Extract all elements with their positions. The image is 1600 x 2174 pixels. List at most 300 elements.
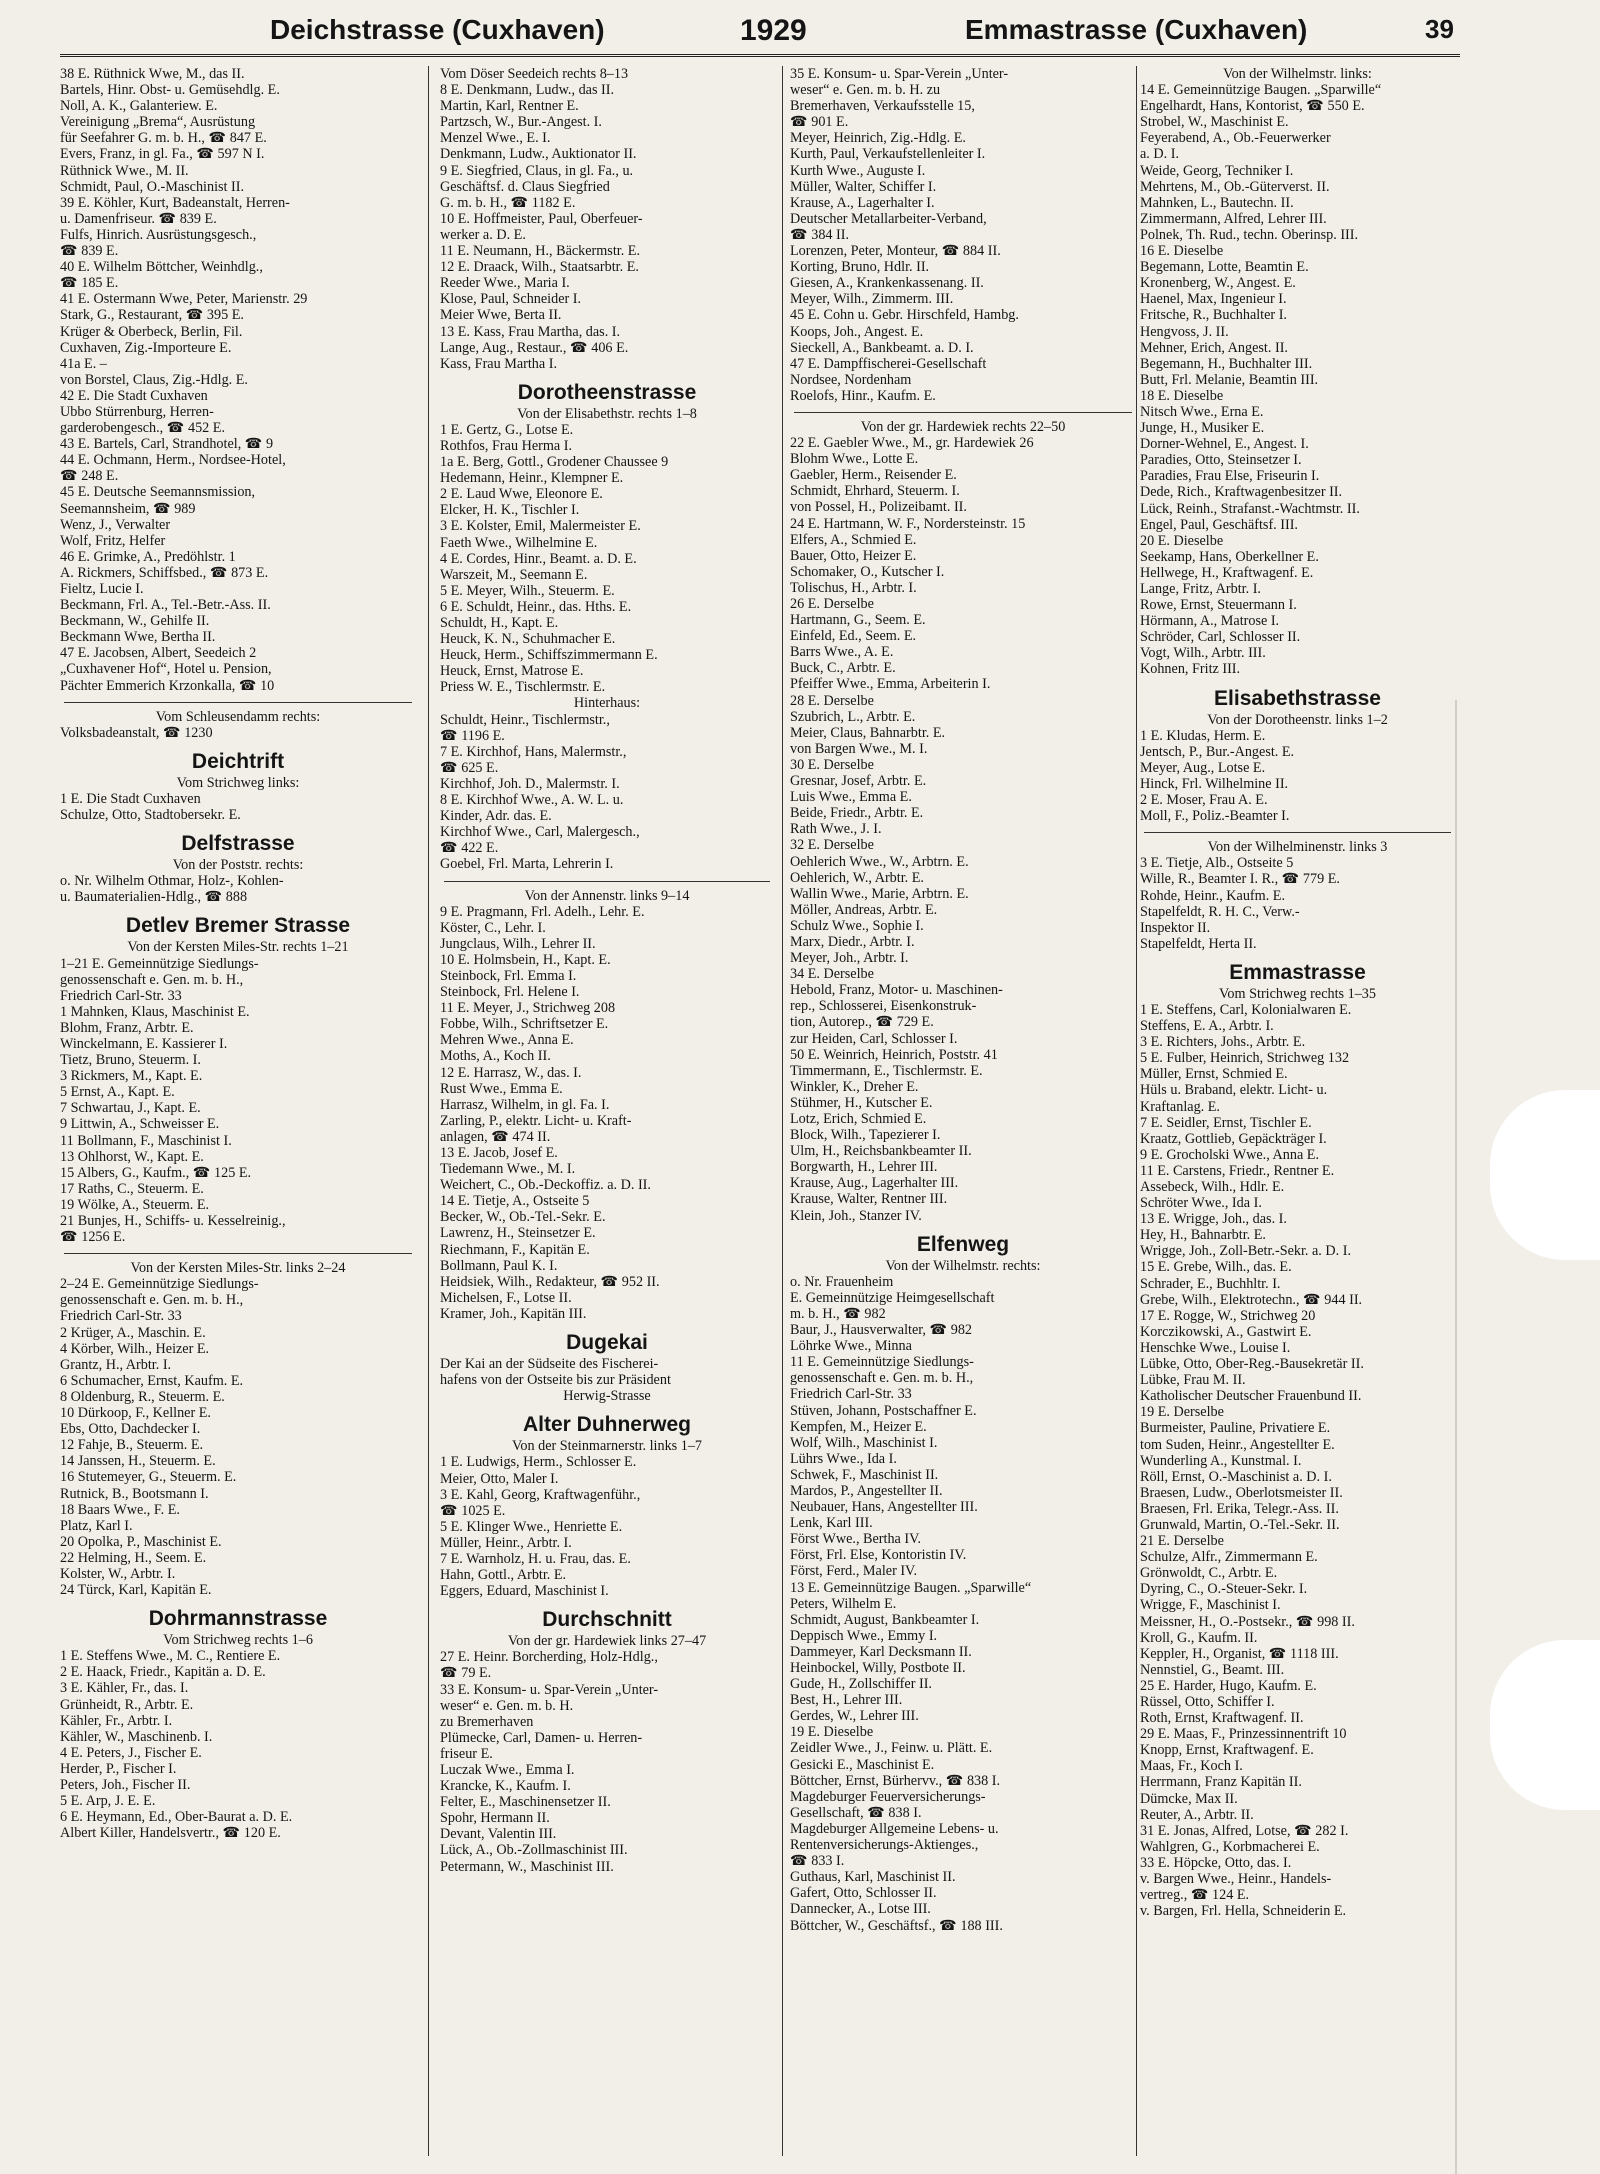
directory-entry: u. Baumaterialien-Hdlg., ☎ 888 bbox=[60, 889, 248, 906]
directory-entry: Maas, Fr., Koch I. bbox=[1140, 1758, 1243, 1775]
directory-entry: Cuxhaven, Zig.-Importeure E. bbox=[60, 339, 232, 356]
directory-entry: Lück, A., Ob.-Zollmaschinist III. bbox=[440, 1842, 628, 1859]
directory-entry: 17 E. Rogge, W., Strichweg 20 bbox=[1140, 1307, 1316, 1324]
directory-entry: Paradies, Frau Else, Friseurin I. bbox=[1140, 468, 1320, 485]
directory-entry: Klein, Joh., Stanzer IV. bbox=[790, 1207, 922, 1224]
directory-entry: 50 E. Weinrich, Heinrich, Poststr. 41 bbox=[790, 1046, 998, 1063]
directory-entry: Braesen, Ludw., Oberlotsmeister II. bbox=[1140, 1484, 1343, 1501]
directory-entry: Winkler, K., Dreher E. bbox=[790, 1078, 919, 1095]
directory-entry: 13 E. Jacob, Josef E. bbox=[440, 1145, 558, 1161]
directory-entry: 4 E. Cordes, Hinr., Beamt. a. D. E. bbox=[440, 550, 637, 567]
directory-entry: Nennstiel, G., Beamt. III. bbox=[1140, 1661, 1285, 1678]
directory-entry: Först, Frl. Else, Kontoristin IV. bbox=[790, 1547, 967, 1564]
directory-entry: Martin, Karl, Rentner E. bbox=[440, 98, 579, 115]
directory-entry: 20 Opolka, P., Maschinist E. bbox=[60, 1533, 222, 1550]
directory-entry: Reeder Wwe., Maria I. bbox=[440, 275, 570, 292]
section-note: Von der Poststr. rechts: bbox=[172, 857, 304, 874]
directory-entry: 3 E. Kahl, Georg, Kraftwagenführ., bbox=[440, 1486, 641, 1503]
section-note: Von der gr. Hardewiek rechts 22–50 bbox=[860, 418, 1066, 435]
directory-entry: Lange, Fritz, Arbtr. I. bbox=[1140, 581, 1261, 597]
directory-entry: Meyer, Heinrich, Zig.-Hdlg. E. bbox=[790, 130, 966, 147]
street-heading: Elfenweg bbox=[916, 1232, 1010, 1256]
directory-entry: Der Kai an der Südseite des Fischerei- bbox=[440, 1356, 659, 1373]
directory-entry: Müller, Ernst, Schmied E. bbox=[1140, 1066, 1288, 1083]
directory-entry: Zeidler Wwe., J., Feinw. u. Plätt. E. bbox=[790, 1740, 993, 1757]
directory-entry: Peters, Joh., Fischer II. bbox=[60, 1777, 191, 1793]
directory-entry: 3 E. Tietje, Alb., Ostseite 5 bbox=[1140, 855, 1294, 872]
directory-entry: Heinbockel, Willy, Postbote II. bbox=[790, 1660, 966, 1676]
street-heading: Dorotheenstrasse bbox=[517, 380, 697, 404]
directory-entry: 1 E. Ludwigs, Herm., Schlosser E. bbox=[440, 1454, 637, 1471]
directory-entry: Grönwoldt, C., Arbtr. E. bbox=[1140, 1565, 1278, 1582]
directory-entry: Lawrenz, H., Steinsetzer E. bbox=[440, 1225, 596, 1242]
directory-entry: 13 E. Kass, Frau Martha, das. I. bbox=[440, 323, 621, 340]
directory-entry: Lorenzen, Peter, Monteur, ☎ 884 II. bbox=[790, 243, 1001, 260]
directory-entry: rep., Schlosserei, Eisenkonstruk- bbox=[790, 998, 977, 1015]
directory-entry: Tiedemann Wwe., M. I. bbox=[440, 1161, 576, 1178]
directory-entry: Kass, Frau Martha I. bbox=[440, 355, 558, 372]
directory-entry: Wunderling A., Kunstmal. I. bbox=[1140, 1452, 1302, 1469]
directory-entry: Kirchhof, Joh. D., Malermstr. I. bbox=[440, 775, 620, 792]
page-number: 39 bbox=[1425, 14, 1454, 44]
directory-entry: Steinbock, Frl. Helene I. bbox=[440, 984, 580, 1001]
directory-entry: Moths, A., Koch II. bbox=[440, 1048, 551, 1065]
directory-entry: Rust Wwe., Emma E. bbox=[440, 1080, 563, 1097]
directory-entry: Vogt, Wilh., Arbtr. III. bbox=[1140, 645, 1266, 662]
directory-entry: ☎ 625 E. bbox=[440, 759, 499, 776]
directory-entry: 34 E. Derselbe bbox=[790, 966, 874, 983]
directory-entry: Kähler, W., Maschinenb. I. bbox=[60, 1728, 213, 1745]
column-3 bbox=[790, 66, 1136, 2166]
directory-entry: 22 Helming, H., Seem. E. bbox=[60, 1549, 207, 1566]
directory-entry: Bollmann, Paul K. I. bbox=[440, 1257, 558, 1274]
directory-entry: Fritsche, R., Buchhalter I. bbox=[1140, 307, 1287, 324]
directory-entry: 13 Ohlhorst, W., Kapt. E. bbox=[60, 1148, 204, 1165]
directory-entry: Tolischus, H., Arbtr. I. bbox=[790, 579, 917, 596]
directory-entry: 31 E. Jonas, Alfred, Lotse, ☎ 282 I. bbox=[1140, 1822, 1349, 1839]
directory-entry: Mehner, Erich, Angest. II. bbox=[1140, 339, 1288, 356]
directory-entry: Rowe, Ernst, Steuermann I. bbox=[1140, 597, 1297, 614]
directory-entry: Winckelmann, E. Kassierer I. bbox=[60, 1035, 228, 1052]
directory-entry: 9 E. Siegfried, Claus, in gl. Fa., u. bbox=[440, 162, 634, 179]
directory-entry: zu Bremerhaven bbox=[440, 1713, 534, 1730]
directory-entry: Timmermann, E., Tischlermstr. E. bbox=[790, 1062, 983, 1079]
directory-entry: 29 E. Maas, F., Prinzessinnentrift 10 bbox=[1140, 1726, 1347, 1743]
directory-entry: Vom Döser Seedeich rechts 8–13 bbox=[440, 66, 629, 82]
directory-entry: Weichert, C., Ob.-Deckoffiz. a. D. II. bbox=[440, 1177, 651, 1194]
directory-entry: 18 Baars Wwe., F. E. bbox=[60, 1501, 180, 1518]
directory-entry: Hebold, Franz, Motor- u. Maschinen- bbox=[790, 982, 1003, 999]
street-heading: Elisabethstrasse bbox=[1214, 686, 1381, 710]
directory-entry: Butt, Frl. Melanie, Beamtin III. bbox=[1140, 371, 1319, 388]
directory-entry: Vereinigung „Brema“, Ausrüstung bbox=[60, 114, 256, 131]
directory-entry: Fieltz, Lucie I. bbox=[60, 581, 144, 597]
directory-entry: 28 E. Derselbe bbox=[790, 692, 874, 709]
directory-entry: Hüls u. Braband, elektr. Licht- u. bbox=[1140, 1082, 1328, 1099]
directory-entry: Kolster, W., Arbtr. I. bbox=[60, 1565, 176, 1582]
directory-entry: Klose, Paul, Schneider I. bbox=[440, 291, 582, 308]
directory-entry: 14 Janssen, H., Steuerm. E. bbox=[60, 1453, 216, 1470]
directory-entry: ☎ 1196 E. bbox=[440, 727, 505, 744]
directory-entry: Blohm Wwe., Lotte E. bbox=[790, 451, 919, 468]
column-divider bbox=[428, 66, 429, 2156]
directory-entry: 3 E. Kähler, Fr., das. I. bbox=[60, 1680, 189, 1697]
section-note: Vom Schleusendamm rechts: bbox=[155, 708, 321, 725]
directory-entry: Rath Wwe., J. I. bbox=[790, 821, 882, 838]
directory-entry: 14 E. Gemeinnützige Baugen. „Sparwille“ bbox=[1140, 82, 1382, 99]
column-2 bbox=[440, 66, 774, 2166]
directory-entry: werker a. D. E. bbox=[440, 226, 526, 243]
directory-entry: Steinbock, Frl. Emma I. bbox=[440, 967, 577, 984]
directory-entry: 1 E. Gertz, G., Lotse E. bbox=[440, 421, 574, 438]
directory-entry: Friedrich Carl-Str. 33 bbox=[60, 1308, 182, 1325]
directory-entry: genossenschaft e. Gen. m. b. H., bbox=[60, 971, 244, 988]
directory-entry: Heuck, K. N., Schuhmacher E. bbox=[440, 631, 616, 648]
directory-entry: Wolf, Wilh., Maschinist I. bbox=[790, 1434, 938, 1451]
directory-entry: Gude, H., Zollschiffer II. bbox=[790, 1676, 932, 1693]
directory-entry: Luis Wwe., Emma E. bbox=[790, 789, 912, 806]
directory-entry: genossenschaft e. Gen. m. b. H., bbox=[790, 1370, 974, 1387]
directory-entry: 33 E. Konsum- u. Spar-Verein „Unter- bbox=[440, 1681, 659, 1698]
directory-entry: Meier, Claus, Bahnarbtr. E. bbox=[790, 724, 946, 741]
directory-entry: 7 Schwartau, J., Kapt. E. bbox=[60, 1100, 201, 1117]
directory-entry: 17 Raths, C., Steuerm. E. bbox=[60, 1180, 204, 1197]
directory-entry: Hörmann, A., Matrose I. bbox=[1140, 613, 1280, 630]
directory-entry: ☎ 422 E. bbox=[440, 840, 499, 857]
directory-entry: Böttcher, Ernst, Bürhervv., ☎ 838 I. bbox=[790, 1772, 1001, 1789]
directory-entry: Partzsch, W., Bur.-Angest. I. bbox=[440, 114, 602, 131]
directory-entry: Rohde, Heinr., Kaufm. E. bbox=[1140, 887, 1285, 904]
directory-entry: 19 E. Derselbe bbox=[1140, 1404, 1224, 1421]
directory-entry: v. Bargen, Frl. Hella, Schneiderin E. bbox=[1140, 1903, 1347, 1920]
section-note: Von der Wilhelmstr. rechts: bbox=[885, 1257, 1041, 1274]
directory-entry: Bauer, Otto, Heizer E. bbox=[790, 547, 917, 564]
directory-entry: Hinck, Frl. Wilhelmine II. bbox=[1140, 775, 1289, 792]
directory-entry: ☎ 839 E. bbox=[60, 243, 119, 260]
section-divider bbox=[794, 412, 1132, 413]
directory-entry: 45 E. Cohn u. Gebr. Hirschfeld, Hambg. bbox=[790, 307, 1019, 324]
directory-entry: Kraftanlag. E. bbox=[1140, 1098, 1220, 1115]
directory-entry: Seekamp, Hans, Oberkellner E. bbox=[1140, 548, 1319, 565]
directory-entry: Henschke Wwe., Louise I. bbox=[1140, 1339, 1291, 1356]
directory-entry: vertreg., ☎ 124 E. bbox=[1140, 1887, 1250, 1904]
column-divider bbox=[782, 66, 783, 2156]
directory-entry: Mehren Wwe., Anna E. bbox=[440, 1032, 574, 1049]
directory-entry: Katholischer Deutscher Frauenbund II. bbox=[1140, 1388, 1362, 1405]
directory-entry: von Bargen Wwe., M. I. bbox=[790, 740, 928, 757]
directory-entry: Wahlgren, G., Korbmacherei E. bbox=[1140, 1838, 1320, 1855]
directory-entry: 3 Rickmers, M., Kapt. E. bbox=[60, 1068, 203, 1085]
directory-entry: garderobengesch., ☎ 452 E. bbox=[60, 420, 226, 437]
directory-entry: Blohm, Franz, Arbtr. E. bbox=[60, 1019, 194, 1036]
directory-entry: Rüssel, Otto, Schiffer I. bbox=[1140, 1694, 1275, 1710]
column-1 bbox=[60, 66, 416, 2166]
directory-entry: Priess W. E., Tischlermstr. E. bbox=[440, 679, 606, 696]
directory-entry: Deutscher Metallarbeiter-Verband, bbox=[790, 210, 987, 227]
directory-entry: Nordsee, Nordenham bbox=[790, 371, 912, 388]
directory-entry: 7 E. Seidler, Ernst, Tischler E. bbox=[1140, 1114, 1312, 1131]
directory-entry: ☎ 1025 E. bbox=[440, 1502, 506, 1519]
section-note: Vom Strichweg rechts 1–35 bbox=[1219, 985, 1376, 1002]
directory-entry: ☎ 248 E. bbox=[60, 468, 119, 485]
directory-entry: Lotz, Erich, Schmied E. bbox=[790, 1111, 927, 1127]
directory-entry: Pächter Emmerich Krzonkalla, ☎ 10 bbox=[60, 677, 275, 694]
directory-entry: Grünheidt, R., Arbtr. E. bbox=[60, 1696, 194, 1713]
directory-entry: 12 E. Draack, Wilh., Staatsarbtr. E. bbox=[440, 259, 639, 276]
directory-entry: 2 Krüger, A., Maschin. E. bbox=[60, 1324, 206, 1341]
directory-entry: „Cuxhavener Hof“, Hotel u. Pension, bbox=[60, 661, 272, 678]
directory-entry: Bremerhaven, Verkaufsstelle 15, bbox=[790, 98, 975, 115]
section-note: Von der gr. Hardewiek links 27–47 bbox=[507, 1633, 707, 1650]
directory-entry: 6 Schumacher, Ernst, Kaufm. E. bbox=[60, 1372, 244, 1389]
directory-entry: 16 E. Dieselbe bbox=[1140, 243, 1224, 260]
directory-entry: Krancke, K., Kaufm. I. bbox=[440, 1778, 571, 1795]
directory-entry: Moll, F., Poliz.-Beamter I. bbox=[1140, 808, 1290, 825]
directory-entry: Krause, Walter, Rentner III. bbox=[790, 1191, 948, 1208]
directory-entry: 47 E. Jacobsen, Albert, Seedeich 2 bbox=[60, 645, 257, 662]
directory-entry: Böttcher, W., Geschäftsf., ☎ 188 III. bbox=[790, 1917, 1003, 1934]
street-heading: Detlev Bremer Strasse bbox=[125, 914, 351, 938]
directory-entry: Begemann, Lotte, Beamtin E. bbox=[1140, 259, 1309, 276]
directory-entry: ☎ 384 II. bbox=[790, 226, 850, 243]
directory-entry: Bartels, Hinr. Obst- u. Gemüsehdlg. E. bbox=[60, 82, 280, 99]
directory-entry: Felter, E., Maschinensetzer II. bbox=[440, 1794, 611, 1811]
directory-entry: Peters, Wilhelm E. bbox=[790, 1595, 897, 1612]
directory-entry: Guthaus, Karl, Maschinist II. bbox=[790, 1869, 956, 1886]
directory-entry: Assebeck, Wilh., Hdlr. E. bbox=[1140, 1179, 1285, 1195]
directory-entry: Schmidt, Paul, O.-Maschinist II. bbox=[60, 178, 245, 195]
directory-entry: Goebel, Frl. Marta, Lehrerin I. bbox=[440, 856, 614, 873]
directory-entry: 8 Oldenburg, R., Steuerm. E. bbox=[60, 1388, 225, 1405]
directory-entry: 42 E. Die Stadt Cuxhaven bbox=[60, 387, 208, 404]
thumb-index-tab bbox=[1490, 1090, 1600, 1260]
directory-entry: 2 E. Moser, Frau A. E. bbox=[1140, 792, 1268, 809]
directory-entry: 2–24 E. Gemeinnützige Siedlungs- bbox=[60, 1276, 259, 1293]
directory-entry: von Possel, H., Polizeibamt. II. bbox=[790, 499, 967, 516]
directory-entry: Heidsiek, Wilh., Redakteur, ☎ 952 II. bbox=[440, 1273, 660, 1290]
section-note: Vom Strichweg links: bbox=[176, 774, 300, 791]
directory-entry: Rothfos, Frau Herma I. bbox=[440, 437, 572, 454]
directory-entry: Wrigge, F., Maschinist I. bbox=[1140, 1597, 1281, 1614]
directory-entry: 18 E. Dieselbe bbox=[1140, 387, 1224, 404]
directory-entry: Grunwald, Martin, O.-Tel.-Sekr. II. bbox=[1140, 1516, 1340, 1533]
directory-entry: ☎ 79 E. bbox=[440, 1665, 492, 1682]
directory-entry: Weide, Georg, Techniker I. bbox=[1140, 162, 1294, 179]
directory-entry: 1 E. Kludas, Herm. E. bbox=[1140, 727, 1266, 744]
directory-entry: Gafert, Otto, Schlosser II. bbox=[790, 1885, 937, 1902]
directory-entry: Meyer, Aug., Lotse E. bbox=[1140, 759, 1266, 776]
directory-entry: Becker, W., Ob.-Tel.-Sekr. E. bbox=[440, 1209, 606, 1226]
directory-entry: Polnek, Th. Rud., techn. Oberinsp. III. bbox=[1140, 226, 1359, 243]
directory-entry: Baur, J., Hausverwalter, ☎ 982 bbox=[790, 1322, 973, 1339]
directory-entry: Tietz, Bruno, Steuerm. I. bbox=[60, 1052, 201, 1069]
directory-entry: 24 E. Hartmann, W. F., Nordersteinstr. 15 bbox=[790, 515, 1026, 532]
directory-entry: Michelsen, F., Lotse II. bbox=[440, 1289, 572, 1306]
directory-entry: Gresnar, Josef, Arbtr. E. bbox=[790, 773, 927, 790]
street-heading: Durchschnitt bbox=[542, 1608, 672, 1632]
directory-entry: Dammeyer, Karl Decksmann II. bbox=[790, 1643, 972, 1660]
directory-entry: Nitsch Wwe., Erna E. bbox=[1140, 403, 1264, 420]
column-divider bbox=[1136, 66, 1137, 2156]
directory-entry: Stapelfeldt, Herta II. bbox=[1140, 935, 1257, 952]
street-heading: Alter Duhnerweg bbox=[522, 1413, 692, 1437]
directory-entry: Meier, Otto, Maler I. bbox=[440, 1470, 559, 1487]
directory-entry: 5 E. Klinger Wwe., Henriette E. bbox=[440, 1518, 623, 1535]
directory-entry: Denkmann, Ludw., Auktionator II. bbox=[440, 146, 637, 163]
directory-entry: Lübke, Otto, Ober-Reg.-Bausekretär II. bbox=[1140, 1356, 1364, 1373]
section-divider bbox=[64, 1253, 412, 1254]
directory-entry: Kähler, Fr., Arbtr. I. bbox=[60, 1712, 173, 1729]
directory-entry: Wallin Wwe., Marie, Arbtrn. E. bbox=[790, 885, 969, 902]
directory-entry: Schulze, Alfr., Zimmermann E. bbox=[1140, 1549, 1318, 1566]
directory-entry: Kohnen, Fritz III. bbox=[1140, 661, 1241, 678]
directory-entry: 13 E. Gemeinnützige Baugen. „Sparwille“ bbox=[790, 1579, 1032, 1596]
directory-entry: 4 Körber, Wilh., Heizer E. bbox=[60, 1340, 210, 1357]
directory-entry: Schuldt, Heinr., Tischlermstr., bbox=[440, 711, 610, 728]
directory-entry: Ebs, Otto, Dachdecker I. bbox=[60, 1421, 201, 1438]
directory-entry: Korczikowski, A., Gastwirt E. bbox=[1140, 1323, 1312, 1340]
directory-entry: 11 E. Neumann, H., Bäckermstr. E. bbox=[440, 243, 641, 260]
directory-entry: Elcker, H. K., Tischler I. bbox=[440, 502, 580, 519]
directory-entry: 10 E. Hoffmeister, Paul, Oberfeuer- bbox=[440, 210, 643, 227]
directory-entry: 9 E. Pragmann, Frl. Adelh., Lehr. E. bbox=[440, 903, 645, 920]
directory-entry: Ulm, H., Reichsbankbeamter II. bbox=[790, 1143, 972, 1160]
directory-entry: Sieckell, A., Bankbeamt. a. D. I. bbox=[790, 339, 974, 356]
directory-entry: Marx, Diedr., Arbtr. I. bbox=[790, 933, 915, 950]
directory-entry: Grantz, H., Arbtr. I. bbox=[60, 1356, 172, 1373]
directory-entry: Först Wwe., Bertha IV. bbox=[790, 1531, 922, 1548]
directory-entry: Heuck, Ernst, Matrose E. bbox=[440, 663, 584, 680]
directory-entry: 20 E. Dieselbe bbox=[1140, 532, 1224, 549]
section-note: Vom Strichweg rechts 1–6 bbox=[163, 1632, 313, 1649]
directory-entry: Fulfs, Hinrich. Ausrüstungsgesch., bbox=[60, 226, 257, 243]
directory-entry: 40 E. Wilhelm Böttcher, Weinhdlg., bbox=[60, 259, 263, 276]
directory-entry: Geschäftsf. d. Claus Siegfried bbox=[440, 178, 610, 195]
directory-entry: 14 E. Tietje, A., Ostseite 5 bbox=[440, 1193, 590, 1210]
directory-entry: Giesen, A., Krankenkassenang. II. bbox=[790, 275, 984, 292]
directory-entry: Grebe, Wilh., Elektrotechn., ☎ 944 II. bbox=[1140, 1291, 1363, 1308]
directory-entry: Rüthnick Wwe., M. II. bbox=[60, 162, 189, 179]
header-left-street: Deichstrasse (Cuxhaven) bbox=[270, 14, 605, 45]
directory-entry: Dümcke, Max II. bbox=[1140, 1790, 1238, 1807]
column-4 bbox=[1140, 66, 1455, 2166]
directory-entry: Magdeburger Allgemeine Lebens- u. bbox=[790, 1820, 999, 1837]
directory-entry: Kurth, Paul, Verkaufstellenleiter I. bbox=[790, 146, 986, 163]
directory-entry: Stühmer, H., Kutscher E. bbox=[790, 1094, 933, 1111]
directory-entry: ☎ 901 E. bbox=[790, 114, 849, 131]
directory-entry: Junge, H., Musiker E. bbox=[1140, 420, 1265, 437]
directory-entry: Strobel, W., Maschinist E. bbox=[1140, 114, 1289, 131]
directory-entry: Krause, Aug., Lagerhalter III. bbox=[790, 1175, 959, 1192]
page-header bbox=[60, 8, 1460, 57]
directory-entry: Ubbo Stürrenburg, Herren- bbox=[60, 403, 214, 420]
directory-entry: 39 E. Köhler, Kurt, Badeanstalt, Herren- bbox=[60, 194, 290, 211]
directory-entry: Dannecker, A., Lotse III. bbox=[790, 1901, 931, 1918]
directory-entry: Kronenberg, W., Angest. E. bbox=[1140, 275, 1296, 292]
directory-entry: 8 E. Denkmann, Ludw., das II. bbox=[440, 82, 615, 99]
directory-entry: Beckmann, Frl. A., Tel.-Betr.-Ass. II. bbox=[60, 597, 271, 614]
directory-entry: Kinder, Adr. das. E. bbox=[440, 808, 552, 825]
directory-entry: m. b. H., ☎ 982 bbox=[790, 1305, 886, 1322]
directory-entry: Petermann, W., Maschinist III. bbox=[440, 1858, 614, 1875]
directory-entry: 19 Wölke, A., Steuerm. E. bbox=[60, 1196, 210, 1213]
directory-entry: Kirchhof Wwe., Carl, Malergesch., bbox=[440, 824, 640, 841]
directory-entry: 5 E. Meyer, Wilh., Steuerm. E. bbox=[440, 582, 615, 599]
directory-entry: ☎ 833 I. bbox=[790, 1853, 845, 1870]
directory-entry: Stüven, Johann, Postschaffner E. bbox=[790, 1402, 977, 1419]
directory-entry: zur Heiden, Carl, Schlosser I. bbox=[790, 1030, 958, 1047]
directory-entry: Först, Ferd., Maler IV. bbox=[790, 1563, 918, 1580]
directory-entry: Burmeister, Pauline, Privatiere E. bbox=[1140, 1420, 1331, 1437]
directory-entry: 3 E. Kolster, Emil, Malermeister E. bbox=[440, 518, 641, 535]
directory-entry: Seemannsheim, ☎ 989 bbox=[60, 500, 196, 517]
section-note: Hinterhaus: bbox=[573, 695, 641, 712]
directory-entry: 44 E. Ochmann, Herm., Nordsee-Hotel, bbox=[60, 452, 286, 469]
directory-entry: Herrmann, Franz Kapitän II. bbox=[1140, 1774, 1302, 1791]
directory-entry: Harrasz, Wilhelm, in gl. Fa. I. bbox=[440, 1096, 610, 1113]
directory-entry: Rutnick, B., Bootsmann I. bbox=[60, 1485, 209, 1502]
directory-entry: 5 E. Arp, J. E. E. bbox=[60, 1793, 156, 1810]
directory-entry: 33 E. Höpcke, Otto, das. I. bbox=[1140, 1854, 1292, 1871]
directory-entry: Begemann, H., Buchhalter III. bbox=[1140, 355, 1313, 372]
section-note: Herwig-Strasse bbox=[563, 1388, 651, 1405]
directory-entry: Best, H., Lehrer III. bbox=[790, 1692, 903, 1709]
directory-entry: 26 E. Derselbe bbox=[790, 596, 874, 612]
directory-entry: hafens von der Ostseite bis zur Präsident bbox=[440, 1372, 671, 1389]
directory-entry: Mahnken, L., Bautechn. II. bbox=[1140, 194, 1294, 211]
directory-entry: 22 E. Gaebler Wwe., M., gr. Hardewiek 26 bbox=[790, 435, 1034, 452]
street-heading: Dugekai bbox=[566, 1331, 648, 1355]
directory-entry: Meier Wwe, Berta II. bbox=[440, 307, 562, 324]
directory-entry: Löhrke Wwe., Minna bbox=[790, 1338, 912, 1355]
directory-entry: Oehlerich, W., Arbtr. E. bbox=[790, 869, 924, 886]
directory-entry: 13 E. Wrigge, Joh., das. I. bbox=[1140, 1211, 1287, 1228]
directory-entry: Buck, C., Arbtr. E. bbox=[790, 660, 896, 677]
directory-entry: Haenel, Max, Ingenieur I. bbox=[1140, 291, 1287, 308]
directory-entry: 11 E. Carstens, Friedr., Rentner E. bbox=[1140, 1162, 1335, 1179]
directory-entry: Kempfen, M., Heizer E. bbox=[790, 1418, 927, 1435]
directory-entry: 43 E. Bartels, Carl, Strandhotel, ☎ 9 bbox=[60, 436, 274, 453]
directory-entry: A. Rickmers, Schiffsbed., ☎ 873 E. bbox=[60, 564, 269, 581]
directory-entry: 47 E. Dampffischerei-Gesellschaft bbox=[790, 355, 987, 372]
directory-entry: Beckmann, W., Gehilfe II. bbox=[60, 613, 210, 630]
directory-entry: Neubauer, Hans, Angestellter III. bbox=[790, 1499, 978, 1516]
directory-entry: Menzel Wwe., E. I. bbox=[440, 130, 551, 147]
directory-entry: von Borstel, Claus, Zig.-Hdlg. E. bbox=[60, 371, 248, 388]
section-divider bbox=[444, 881, 770, 882]
directory-entry: Engel, Paul, Geschäftsf. III. bbox=[1140, 516, 1298, 533]
directory-entry: Kraatz, Gottlieb, Gepäckträger I. bbox=[1140, 1130, 1327, 1147]
directory-entry: 4 E. Peters, J., Fischer E. bbox=[60, 1744, 202, 1761]
directory-entry: 10 Dürkoop, F., Kellner E. bbox=[60, 1405, 211, 1422]
directory-entry: Kramer, Joh., Kapitän III. bbox=[440, 1305, 587, 1322]
directory-entry: 15 Albers, G., Kaufm., ☎ 125 E. bbox=[60, 1164, 252, 1181]
directory-entry: Friedrich Carl-Str. 33 bbox=[60, 987, 182, 1004]
directory-entry: Wille, R., Beamter I. R., ☎ 779 E. bbox=[1140, 871, 1340, 888]
directory-entry: Evers, Franz, in gl. Fa., ☎ 597 N I. bbox=[60, 146, 265, 163]
street-heading: Dohrmannstrasse bbox=[148, 1607, 328, 1631]
directory-entry: anlagen, ☎ 474 II. bbox=[440, 1128, 551, 1145]
directory-entry: o. Nr. Wilhelm Othmar, Holz-, Kohlen- bbox=[60, 873, 284, 890]
directory-entry: Dyring, C., O.-Steuer-Sekr. I. bbox=[1140, 1581, 1308, 1598]
directory-entry: Faeth Wwe., Wilhelmine E. bbox=[440, 534, 598, 551]
directory-entry: 1 Mahnken, Klaus, Maschinist E. bbox=[60, 1003, 250, 1020]
directory-entry: 9 E. Grocholski Wwe., Anna E. bbox=[1140, 1146, 1320, 1163]
directory-entry: Hahn, Gottl., Arbtr. E. bbox=[440, 1567, 567, 1584]
directory-entry: 2 E. Laud Wwe, Eleonore E. bbox=[440, 486, 603, 503]
street-heading: Delfstrasse bbox=[181, 832, 295, 856]
section-divider bbox=[64, 702, 412, 703]
